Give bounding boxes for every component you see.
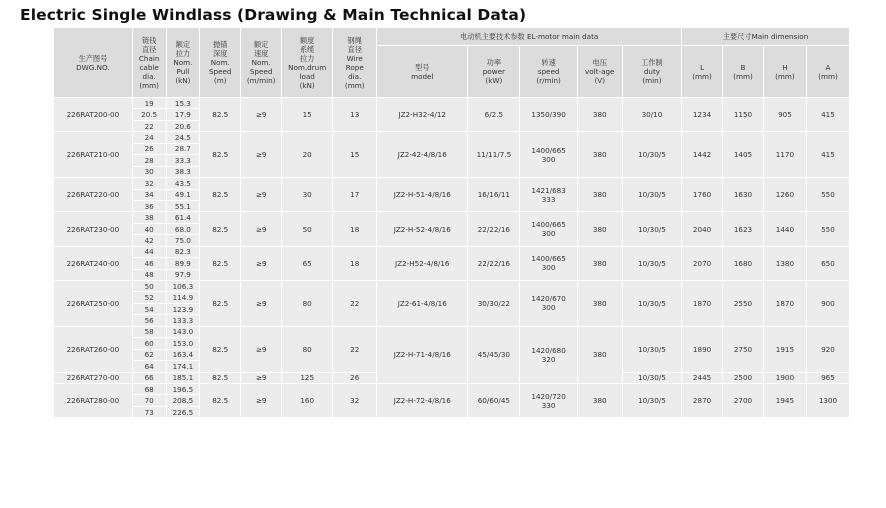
motor-speed-cell: 1421/683 333 [520, 178, 577, 212]
dim-H-cell: 1170 [763, 132, 806, 178]
voltage-cell: 380 [577, 383, 622, 417]
pull-cell: 153.0 [166, 338, 200, 349]
chain-cell: 58 [132, 326, 166, 337]
dim-A-cell: 415 [806, 98, 849, 132]
depth-cell: 82.5 [200, 178, 241, 212]
dim-B-cell: 1623 [723, 212, 764, 246]
rope-cell: 17 [333, 178, 377, 212]
chain-cell: 38 [132, 212, 166, 223]
depth-cell: 82.5 [200, 98, 241, 132]
document-title: Electric Single Windlass (Drawing & Main Technical Data) [20, 6, 527, 24]
dwg-cell: 226RAT270-00 [54, 372, 133, 383]
table-body [54, 98, 850, 418]
chain-cell: 32 [132, 178, 166, 189]
dim-H-cell: 1260 [763, 178, 806, 212]
dim-B-cell: 2500 [723, 372, 764, 383]
dwg-cell: 226RAT210-00 [54, 132, 133, 178]
duty-cell: 10/30/5 [622, 212, 681, 246]
power-cell: 30/30/22 [468, 281, 520, 327]
depth-cell: 82.5 [200, 281, 241, 327]
pull-cell: 97.9 [166, 269, 200, 280]
voltage-cell: 380 [577, 246, 622, 280]
dim-H-cell: 1440 [763, 212, 806, 246]
pull-cell: 75.0 [166, 235, 200, 246]
table-row [54, 178, 850, 189]
chain-cell: 46 [132, 258, 166, 269]
depth-cell: 82.5 [200, 326, 241, 372]
dim-B-cell: 2550 [723, 281, 764, 327]
chain-cell: 30 [132, 166, 166, 177]
dim-A-cell: 650 [806, 246, 849, 280]
dim-L-cell: 1234 [682, 98, 723, 132]
col-header-dwg: 生产图号 DWG.NO. [54, 28, 133, 98]
speed-cell: ≥9 [241, 212, 282, 246]
voltage-cell: 380 [577, 212, 622, 246]
col-header-depth: 抛锚 深度 Nom. Speed (m) [200, 28, 241, 98]
model-cell: JZ2-H-72-4/8/16 [377, 383, 468, 417]
pull-cell: 123.9 [166, 303, 200, 314]
duty-cell: 10/30/5 [622, 326, 681, 372]
model-cell: JZ2-H-52-4/8/16 [377, 212, 468, 246]
speed-cell: ≥9 [241, 281, 282, 327]
col-header-motor-speed: 转速 speed (r/min) [520, 46, 577, 98]
col-header-H: H (mm) [763, 46, 806, 98]
rope-cell: 18 [333, 246, 377, 280]
table-row [54, 246, 850, 257]
rope-cell: 18 [333, 212, 377, 246]
dwg-cell: 226RAT240-00 [54, 246, 133, 280]
dim-A-cell: 965 [806, 372, 849, 383]
dim-L-cell: 1870 [682, 281, 723, 327]
chain-cell: 62 [132, 349, 166, 360]
chain-cell: 28 [132, 155, 166, 166]
drum-cell: 80 [282, 281, 333, 327]
dim-H-cell: 1900 [763, 372, 806, 383]
dim-A-cell: 415 [806, 132, 849, 178]
rope-cell: 32 [333, 383, 377, 417]
table-row [54, 326, 850, 337]
power-cell: 11/11/7.5 [468, 132, 520, 178]
speed-cell: ≥9 [241, 178, 282, 212]
dim-L-cell: 2070 [682, 246, 723, 280]
drum-cell: 160 [282, 383, 333, 417]
dim-A-cell: 920 [806, 326, 849, 372]
col-header-chain-dia: 链钱 直径 Chain cable dia. (mm) [132, 28, 166, 98]
pull-cell: 61.4 [166, 212, 200, 223]
drum-cell: 125 [282, 372, 333, 383]
pull-cell: 17.9 [166, 109, 200, 120]
group-header-dimension: 主要尺寸Main dimension [682, 28, 850, 46]
table-row [54, 212, 850, 223]
duty-cell: 10/30/5 [622, 178, 681, 212]
voltage-cell: 380 [577, 178, 622, 212]
pull-cell: 28.7 [166, 143, 200, 154]
pull-cell: 55.1 [166, 200, 200, 211]
dim-L-cell: 2040 [682, 212, 723, 246]
drum-cell: 20 [282, 132, 333, 178]
dwg-cell: 226RAT280-00 [54, 383, 133, 417]
pull-cell: 89.9 [166, 258, 200, 269]
pull-cell: 15.3 [166, 98, 200, 109]
pull-cell: 43.5 [166, 178, 200, 189]
power-cell: 22/22/16 [468, 246, 520, 280]
depth-cell: 82.5 [200, 372, 241, 383]
drum-cell: 80 [282, 326, 333, 372]
rope-cell: 22 [333, 281, 377, 327]
col-header-voltage: 电压 volt-age (V) [577, 46, 622, 98]
speed-cell: ≥9 [241, 132, 282, 178]
group-header-motor: 电动机主要技术参数 EL-motor main data [377, 28, 682, 46]
depth-cell: 82.5 [200, 246, 241, 280]
motor-speed-cell: 1400/665 300 [520, 132, 577, 178]
dwg-cell: 226RAT230-00 [54, 212, 133, 246]
motor-speed-cell: 1420/720 330 [520, 383, 577, 417]
pull-cell: 114.9 [166, 292, 200, 303]
chain-cell: 44 [132, 246, 166, 257]
model-cell: JZ2-H-51-4/8/16 [377, 178, 468, 212]
speed-cell: ≥9 [241, 246, 282, 280]
chain-cell: 73 [132, 406, 166, 417]
dim-L-cell: 2870 [682, 383, 723, 417]
chain-cell: 48 [132, 269, 166, 280]
dim-H-cell: 1915 [763, 326, 806, 372]
pull-cell: 24.5 [166, 132, 200, 143]
speed-cell: ≥9 [241, 372, 282, 383]
voltage-cell: 380 [577, 281, 622, 327]
motor-speed-cell: 1420/670 300 [520, 281, 577, 327]
pull-cell: 226.5 [166, 406, 200, 417]
duty-cell: 10/30/5 [622, 132, 681, 178]
dwg-cell: 226RAT220-00 [54, 178, 133, 212]
chain-cell: 36 [132, 200, 166, 211]
motor-speed-cell: 1400/665 300 [520, 246, 577, 280]
duty-cell: 10/30/5 [622, 383, 681, 417]
dim-B-cell: 1405 [723, 132, 764, 178]
motor-speed-cell: 1420/680 320 [520, 326, 577, 383]
dim-L-cell: 1760 [682, 178, 723, 212]
pull-cell: 49.1 [166, 189, 200, 200]
chain-cell: 60 [132, 338, 166, 349]
motor-speed-cell: 1400/665 300 [520, 212, 577, 246]
dim-B-cell: 1630 [723, 178, 764, 212]
col-header-power: 功率 power (kW) [468, 46, 520, 98]
windlass-spec-table [53, 27, 850, 418]
power-cell: 22/22/16 [468, 212, 520, 246]
dim-B-cell: 2750 [723, 326, 764, 372]
chain-cell: 64 [132, 361, 166, 372]
rope-cell: 22 [333, 326, 377, 372]
drum-cell: 50 [282, 212, 333, 246]
dim-B-cell: 2700 [723, 383, 764, 417]
voltage-cell: 380 [577, 98, 622, 132]
depth-cell: 82.5 [200, 212, 241, 246]
col-header-duty: 工作制 duty (min) [622, 46, 681, 98]
duty-cell: 10/30/5 [622, 281, 681, 327]
col-header-nom-pull: 额定 拉力 Nom. Pull (kN) [166, 28, 200, 98]
pull-cell: 185.1 [166, 372, 200, 383]
chain-cell: 20.5 [132, 109, 166, 120]
rope-cell: 26 [333, 372, 377, 383]
pull-cell: 133.3 [166, 315, 200, 326]
chain-cell: 54 [132, 303, 166, 314]
chain-cell: 52 [132, 292, 166, 303]
pull-cell: 174.1 [166, 361, 200, 372]
pull-cell: 82.3 [166, 246, 200, 257]
chain-cell: 19 [132, 98, 166, 109]
voltage-cell: 380 [577, 326, 622, 383]
chain-cell: 22 [132, 120, 166, 131]
drum-cell: 65 [282, 246, 333, 280]
col-header-model: 型号 model [377, 46, 468, 98]
chain-cell: 40 [132, 223, 166, 234]
dim-A-cell: 550 [806, 178, 849, 212]
power-cell: 60/60/45 [468, 383, 520, 417]
dim-B-cell: 1150 [723, 98, 764, 132]
pull-cell: 106.3 [166, 281, 200, 292]
col-header-speed: 额定 速度 Nom. Speed (m/min) [241, 28, 282, 98]
chain-cell: 68 [132, 383, 166, 394]
dim-H-cell: 1870 [763, 281, 806, 327]
table-row [54, 383, 850, 394]
power-cell: 45/45/30 [468, 326, 520, 383]
duty-cell: 10/30/5 [622, 372, 681, 383]
model-cell: JZ2-H-71-4/8/16 [377, 326, 468, 383]
drum-cell: 15 [282, 98, 333, 132]
col-header-B: B (mm) [723, 46, 764, 98]
dim-L-cell: 2445 [682, 372, 723, 383]
chain-cell: 24 [132, 132, 166, 143]
chain-cell: 42 [132, 235, 166, 246]
col-header-L: L (mm) [682, 46, 723, 98]
dim-H-cell: 1380 [763, 246, 806, 280]
dim-L-cell: 1890 [682, 326, 723, 372]
rope-cell: 13 [333, 98, 377, 132]
chain-cell: 70 [132, 395, 166, 406]
motor-speed-cell: 1350/390 [520, 98, 577, 132]
model-cell: JZ2-H32-4/12 [377, 98, 468, 132]
depth-cell: 82.5 [200, 383, 241, 417]
dim-H-cell: 1945 [763, 383, 806, 417]
pull-cell: 33.3 [166, 155, 200, 166]
pull-cell: 20.6 [166, 120, 200, 131]
pull-cell: 163.4 [166, 349, 200, 360]
power-cell: 16/16/11 [468, 178, 520, 212]
pull-cell: 38.3 [166, 166, 200, 177]
chain-cell: 26 [132, 143, 166, 154]
voltage-cell: 380 [577, 132, 622, 178]
chain-cell: 56 [132, 315, 166, 326]
drum-cell: 30 [282, 178, 333, 212]
speed-cell: ≥9 [241, 326, 282, 372]
dwg-cell: 226RAT260-00 [54, 326, 133, 372]
table-row [54, 98, 850, 109]
dim-H-cell: 905 [763, 98, 806, 132]
dim-A-cell: 550 [806, 212, 849, 246]
chain-cell: 66 [132, 372, 166, 383]
chain-cell: 34 [132, 189, 166, 200]
speed-cell: ≥9 [241, 98, 282, 132]
chain-cell: 50 [132, 281, 166, 292]
duty-cell: 30/10 [622, 98, 681, 132]
power-cell: 6/2.5 [468, 98, 520, 132]
duty-cell: 10/30/5 [622, 246, 681, 280]
model-cell: JZ2-42-4/8/16 [377, 132, 468, 178]
col-header-rope-dia: 钢绳 直径 Wire Rope dia. (mm) [333, 28, 377, 98]
dwg-cell: 226RAT200-00 [54, 98, 133, 132]
table-row [54, 132, 850, 143]
model-cell: JZ2-61-4/8/16 [377, 281, 468, 327]
dim-B-cell: 1680 [723, 246, 764, 280]
dim-A-cell: 1300 [806, 383, 849, 417]
depth-cell: 82.5 [200, 132, 241, 178]
pull-cell: 143.0 [166, 326, 200, 337]
col-header-drum-load: 额度 系缆 拉力 Nom.drum load (kN) [282, 28, 333, 98]
rope-cell: 15 [333, 132, 377, 178]
dim-A-cell: 900 [806, 281, 849, 327]
pull-cell: 68.0 [166, 223, 200, 234]
speed-cell: ≥9 [241, 383, 282, 417]
model-cell: JZ2-H52-4/8/16 [377, 246, 468, 280]
dwg-cell: 226RAT250-00 [54, 281, 133, 327]
pull-cell: 208.5 [166, 395, 200, 406]
dim-L-cell: 1442 [682, 132, 723, 178]
col-header-A: A (mm) [806, 46, 849, 98]
table-row [54, 281, 850, 292]
pull-cell: 196.5 [166, 383, 200, 394]
